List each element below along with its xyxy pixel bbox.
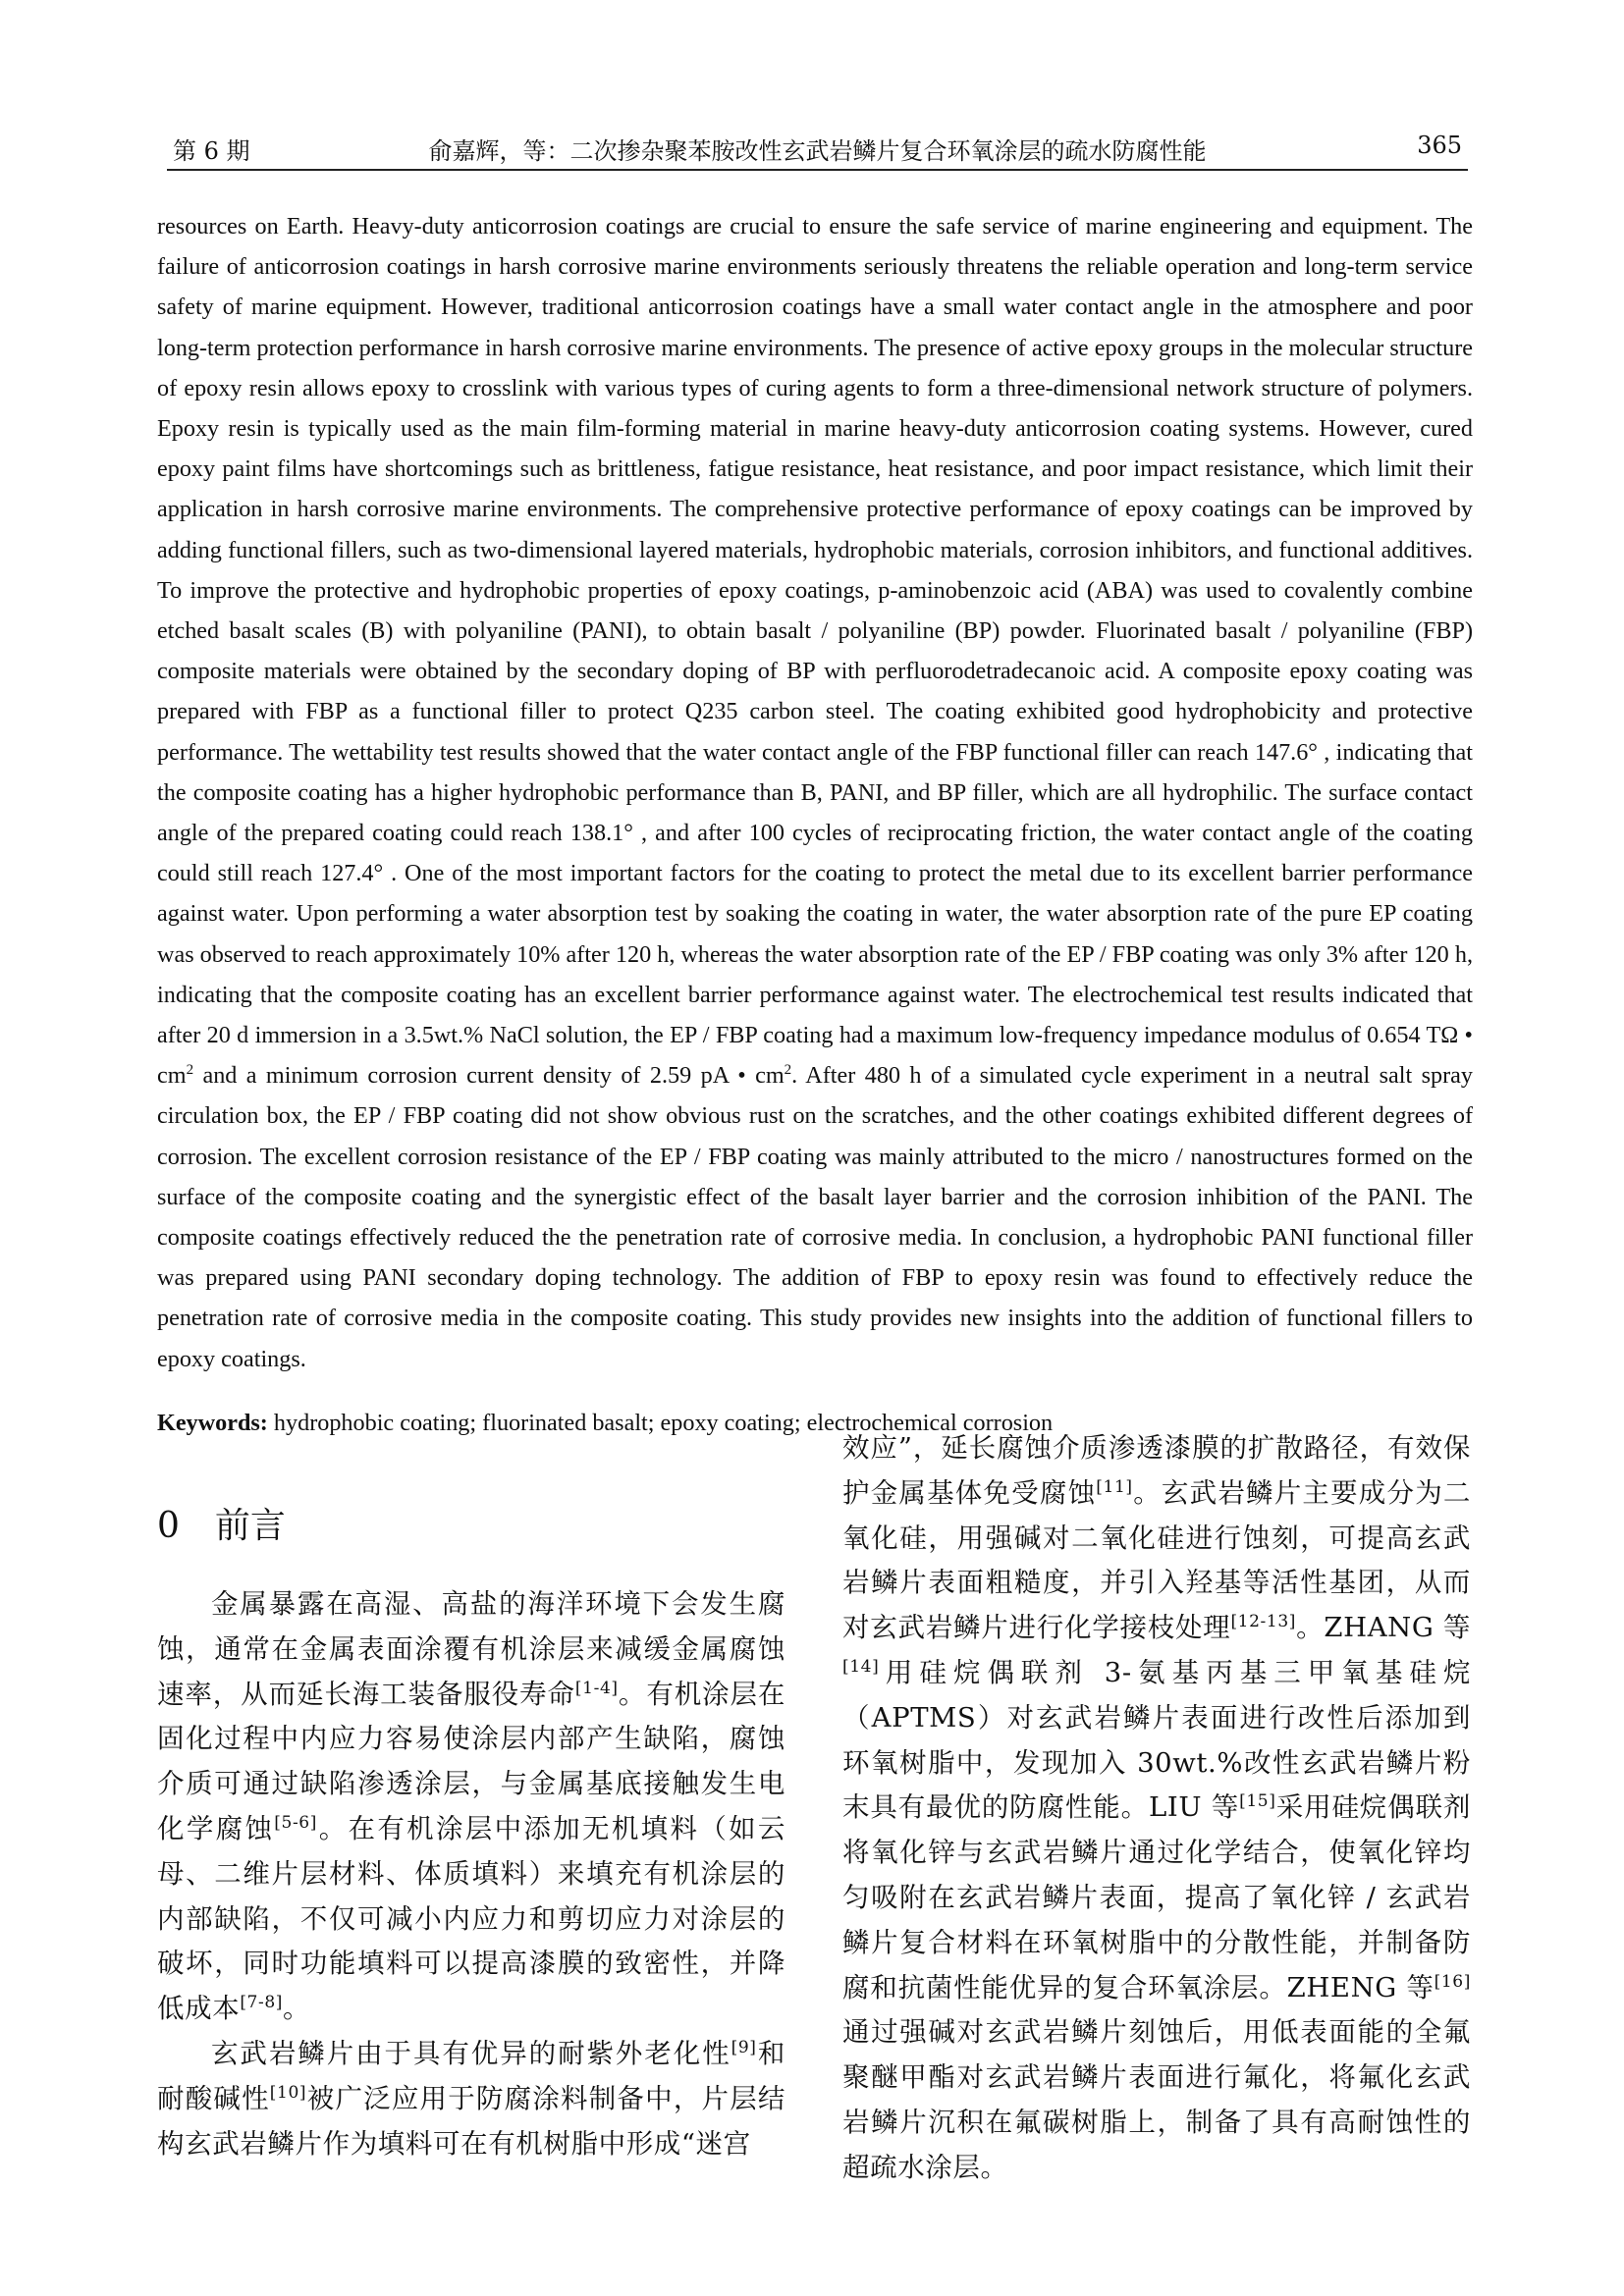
- running-header: [167, 126, 1468, 171]
- citation-ref: [9]: [731, 2037, 757, 2057]
- english-abstract: [157, 206, 1473, 1379]
- body-text: 。玄武岩鳞片主要成分为二氧化硅，用强碱对二氧化硅进行蚀刻，可提高玄武岩鳞片表面粗糙度，并引入羟基等活性基团，从而对玄武岩鳞片进行化学接枝处理: [842, 1476, 1471, 1644]
- body-text: 金属暴露在高湿、高盐的海洋环境下会发生腐蚀，通常在金属表面涂覆有机涂层来减缓金属腐蚀速率，从而延长海工装备服役寿命: [157, 1588, 785, 1710]
- body-text: 玄武岩鳞片由于具有优异的耐紫外老化性: [211, 2037, 731, 2069]
- body-text: 。ZHANG 等: [1296, 1612, 1471, 1644]
- abstract-text-3: . After 480 h of a simulated cycle experiment in a neutral salt spray circulation box, the EP / FBP coating did not show obvious rust on the scratches, and the other coatings exhibited different degrees of corrosion. The excellent corrosion resistance of the EP / FBP coating was mainly attributed to the micro / nanostructures formed on the surface of the composite coating and the synergistic effect of the basalt layer barrier and the corrosion inhibition of the PANI. The composite coatings effectively reduced the the penetration rate of corrosive media. In conclusion, a hydrophobic PANI functional filler was prepared using PANI secondary doping technology. The addition of FBP to epoxy resin was found to effectively reduce the penetration rate of corrosive media in the composite coating. This study provides new insights into the addition of functional fillers to epoxy coatings.: [157, 1062, 1473, 1372]
- citation-ref: [7-8]: [240, 1993, 284, 2013]
- left-column: [157, 1582, 785, 2166]
- citation-ref: [1-4]: [574, 1678, 619, 1698]
- right-column: [842, 1426, 1471, 2191]
- citation-ref: [16]: [1434, 1971, 1471, 1992]
- citation-ref: [11]: [1096, 1476, 1133, 1497]
- citation-ref: [14]: [842, 1656, 880, 1677]
- keywords-label: Keywords:: [157, 1410, 268, 1436]
- body-text: 。在有机涂层中添加无机填料（如云母、二维片层材料、体质填料）来填充有机涂层的内部缺陷，不仅可减小内应力和剪切应力对涂层的破坏，同时功能填料可以提高漆膜的致密性，并降低成本: [157, 1812, 785, 2025]
- citation-ref: [15]: [1239, 1791, 1276, 1812]
- citation-ref: [12-13]: [1230, 1612, 1297, 1632]
- intro-paragraph-2: [157, 2032, 785, 2166]
- body-text: 采用硅烷偶联剂将氧化锌与玄武岩鳞片通过化学结合，使氧化锌均匀吸附在玄武岩鳞片表面，提高了氧化锌 / 玄武岩鳞片复合材料在环氧树脂中的分散性能，并制备防腐和抗菌性能优异的复合环氧涂层。ZHENG 等: [842, 1791, 1471, 2003]
- intro-paragraph-1: [157, 1582, 785, 2032]
- running-title: 俞嘉辉，等：二次掺杂聚苯胺改性玄武岩鳞片复合环氧涂层的疏水防腐性能: [428, 137, 1207, 165]
- intro-paragraph-2-continued: [842, 1426, 1471, 2191]
- abstract-text-1: resources on Earth. Heavy-duty anticorrosion coatings are crucial to ensure the safe service of marine engineering and equipment. The failure of anticorrosion coatings in harsh corrosive marine environments seriously threatens the reliable operation and long-term service safety of marine equipment. However, traditional anticorrosion coatings have a small water contact angle in the atmosphere and poor long-term protection performance in harsh corrosive marine environments. The presence of active epoxy groups in the molecular structure of epoxy resin allows epoxy to crosslink with various types of curing agents to form a three-dimensional network structure of polymers. Epoxy resin is typically used as the main film-forming material in marine heavy-duty anticorrosion coating systems. However, cured epoxy paint films have shortcomings such as brittleness, fatigue resistance, heat resistance, and poor impact resistance, which limit their application in harsh corrosive marine environments. The comprehensive protective performance of epoxy coatings can be improved by adding functional fillers, such as two-dimensional layered materials, hydrophobic materials, corrosion inhibitors, and functional additives. To improve the protective and hydrophobic properties of epoxy coatings, p-aminobenzoic acid (ABA) was used to covalently combine etched basalt scales (B) with polyaniline (PANI), to obtain basalt / polyaniline (BP) powder. Fluorinated basalt / polyaniline (FBP) composite materials were obtained by the secondary doping of BP with perfluorodetradecanoic acid. A composite epoxy coating was prepared with FBP as a functional filler to protect Q235 carbon steel. The coating exhibited good hydrophobicity and protective performance. The wettability test results showed that the water contact angle of the FBP functional filler can reach 147.6° , indicating that the composite coating has a higher hydrophobic performance than B, PANI, and BP filler, which are all hydrophilic. The surface contact angle of the prepared coating could reach 138.1° , and after 100 cycles of reciprocating friction, the water contact angle of the coating could still reach 127.4° . One of the most important factors for the coating to protect the metal due to its excellent barrier performance against water. Upon performing a water absorption test by soaking the coating in water, the water absorption rate of the pure EP coating was observed to reach approximately 10% after 120 h, whereas the water absorption rate of the EP / FBP coating was only 3% after 120 h, indicating that the composite coating has an excellent barrier performance against water. The electrochemical test results indicated that after 20 d immersion in a 3.5wt.% NaCl solution, the EP / FBP coating had a maximum low-frequency impedance modulus of 0.654 TΩ • cm: [157, 213, 1473, 1090]
- section-title-text: 前言: [214, 1506, 286, 1546]
- abstract-text-2: and a minimum corrosion current density of 2.59 pA • cm: [193, 1062, 785, 1090]
- body-text: 。: [283, 1993, 311, 2025]
- body-text: 。有机涂层在固化过程中内应力容易使涂层内部产生缺陷，腐蚀介质可通过缺陷渗透涂层，与金属基底接触发生电化学腐蚀: [157, 1678, 786, 1844]
- body-text: 被广泛应用于防腐涂料制备中，片层结构玄武岩鳞片作为填料可在有机树脂中形成“迷宫: [157, 2082, 786, 2160]
- section-heading: [157, 1504, 286, 1549]
- body-text: 效应”，延长腐蚀介质渗透漆膜的扩散路径，有效保护金属基体免受腐蚀: [842, 1432, 1471, 1509]
- superscript: 2: [186, 1062, 194, 1079]
- citation-ref: [5-6]: [274, 1812, 317, 1833]
- body-text: 用硅烷偶联剂 3-氨基丙基三甲氧基硅烷（APTMS）对玄武岩鳞片表面进行改性后添加到环氧树脂中，发现加入 30wt.%改性玄武岩鳞片粉末具有最优的防腐性能。LIU 等: [842, 1656, 1471, 1824]
- superscript: 2: [784, 1062, 792, 1079]
- body-text: 和耐酸碱性: [157, 2037, 785, 2114]
- body-text: 通过强碱对玄武岩鳞片刻蚀后，用低表面能的全氟聚醚甲酯对玄武岩鳞片表面进行氟化，将氟化玄武岩鳞片沉积在氟碳树脂上，制备了具有高耐蚀性的超疏水涂层。: [842, 2016, 1471, 2183]
- keywords-text: hydrophobic coating; fluorinated basalt; epoxy coating; electrochemical corrosion: [267, 1410, 1054, 1436]
- section-number: 0: [157, 1506, 180, 1546]
- issue-label: 第 6 期: [173, 137, 250, 165]
- page-number: 365: [1417, 132, 1462, 159]
- citation-ref: [10]: [269, 2082, 307, 2103]
